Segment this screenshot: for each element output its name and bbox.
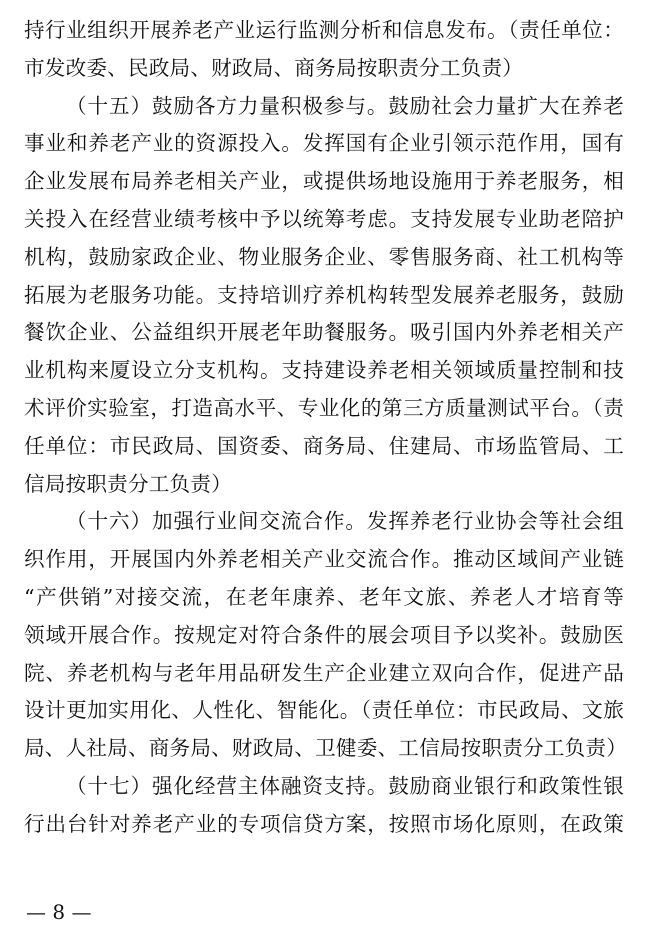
paragraph-15-start: （十五）鼓励各方力量积极参与。鼓励社会力量扩大在养老: [66, 93, 624, 118]
text-line: 市发改委、民政局、财政局、商务局按职责分工负责）: [24, 55, 524, 80]
text-line: 设计更加实用化、人性化、智能化。（责任单位：市民政局、文旅: [24, 698, 624, 723]
document-body: [24, 12, 628, 844]
text-line: 局、人社局、商务局、财政局、卫健委、工信局按职责分工负责）: [24, 736, 628, 761]
page-number: — 8 —: [26, 900, 92, 924]
text-line: 拓展为老服务功能。支持培训疗养机构转型发展养老服务，鼓励: [24, 282, 624, 307]
text-line: 关投入在经营业绩考核中予以统筹考虑。支持发展专业助老陪护: [24, 206, 624, 231]
text-line: 术评价实验室，打造高水平、专业化的第三方质量测试平台。（责: [24, 395, 624, 420]
text-line: 业机构来厦设立分支机构。支持建设养老相关领域质量控制和技: [24, 358, 624, 383]
text-line: 企业发展布局养老相关产业，或提供场地设施用于养老服务，相: [24, 169, 624, 194]
text-line: “产供销”对接交流，在老年康养、老年文旅、养老人才培育等: [24, 584, 624, 609]
text-line: 持行业组织开展养老产业运行监测分析和信息发布。（责任单位：: [24, 18, 624, 42]
text-line: 领域开展合作。按规定对符合条件的展会项目予以奖补。鼓励医: [24, 622, 624, 647]
paragraph-16-start: （十六）加强行业间交流合作。发挥养老行业协会等社会组: [66, 509, 624, 534]
text-line: 餐饮企业、公益组织开展老年助餐服务。吸引国内外养老相关产: [24, 320, 624, 345]
text-line: 行出台针对养老产业的专项信贷方案，按照市场化原则，在政策: [24, 811, 624, 836]
text-line: 任单位：市民政局、国资委、商务局、住建局、市场监管局、工: [24, 433, 624, 458]
paragraph-17-start: （十七）强化经营主体融资支持。鼓励商业银行和政策性银: [66, 773, 624, 798]
text-line: 织作用，开展国内外养老相关产业交流合作。推动区域间产业链: [24, 547, 624, 572]
text-line: 院、养老机构与老年用品研发生产企业建立双向合作，促进产品: [24, 660, 624, 685]
text-line: 信局按职责分工负责）: [24, 471, 232, 496]
text-line: 机构，鼓励家政企业、物业服务企业、零售服务商、社工机构等: [24, 244, 624, 269]
text-line: 事业和养老产业的资源投入。发挥国有企业引领示范作用，国有: [24, 131, 624, 156]
